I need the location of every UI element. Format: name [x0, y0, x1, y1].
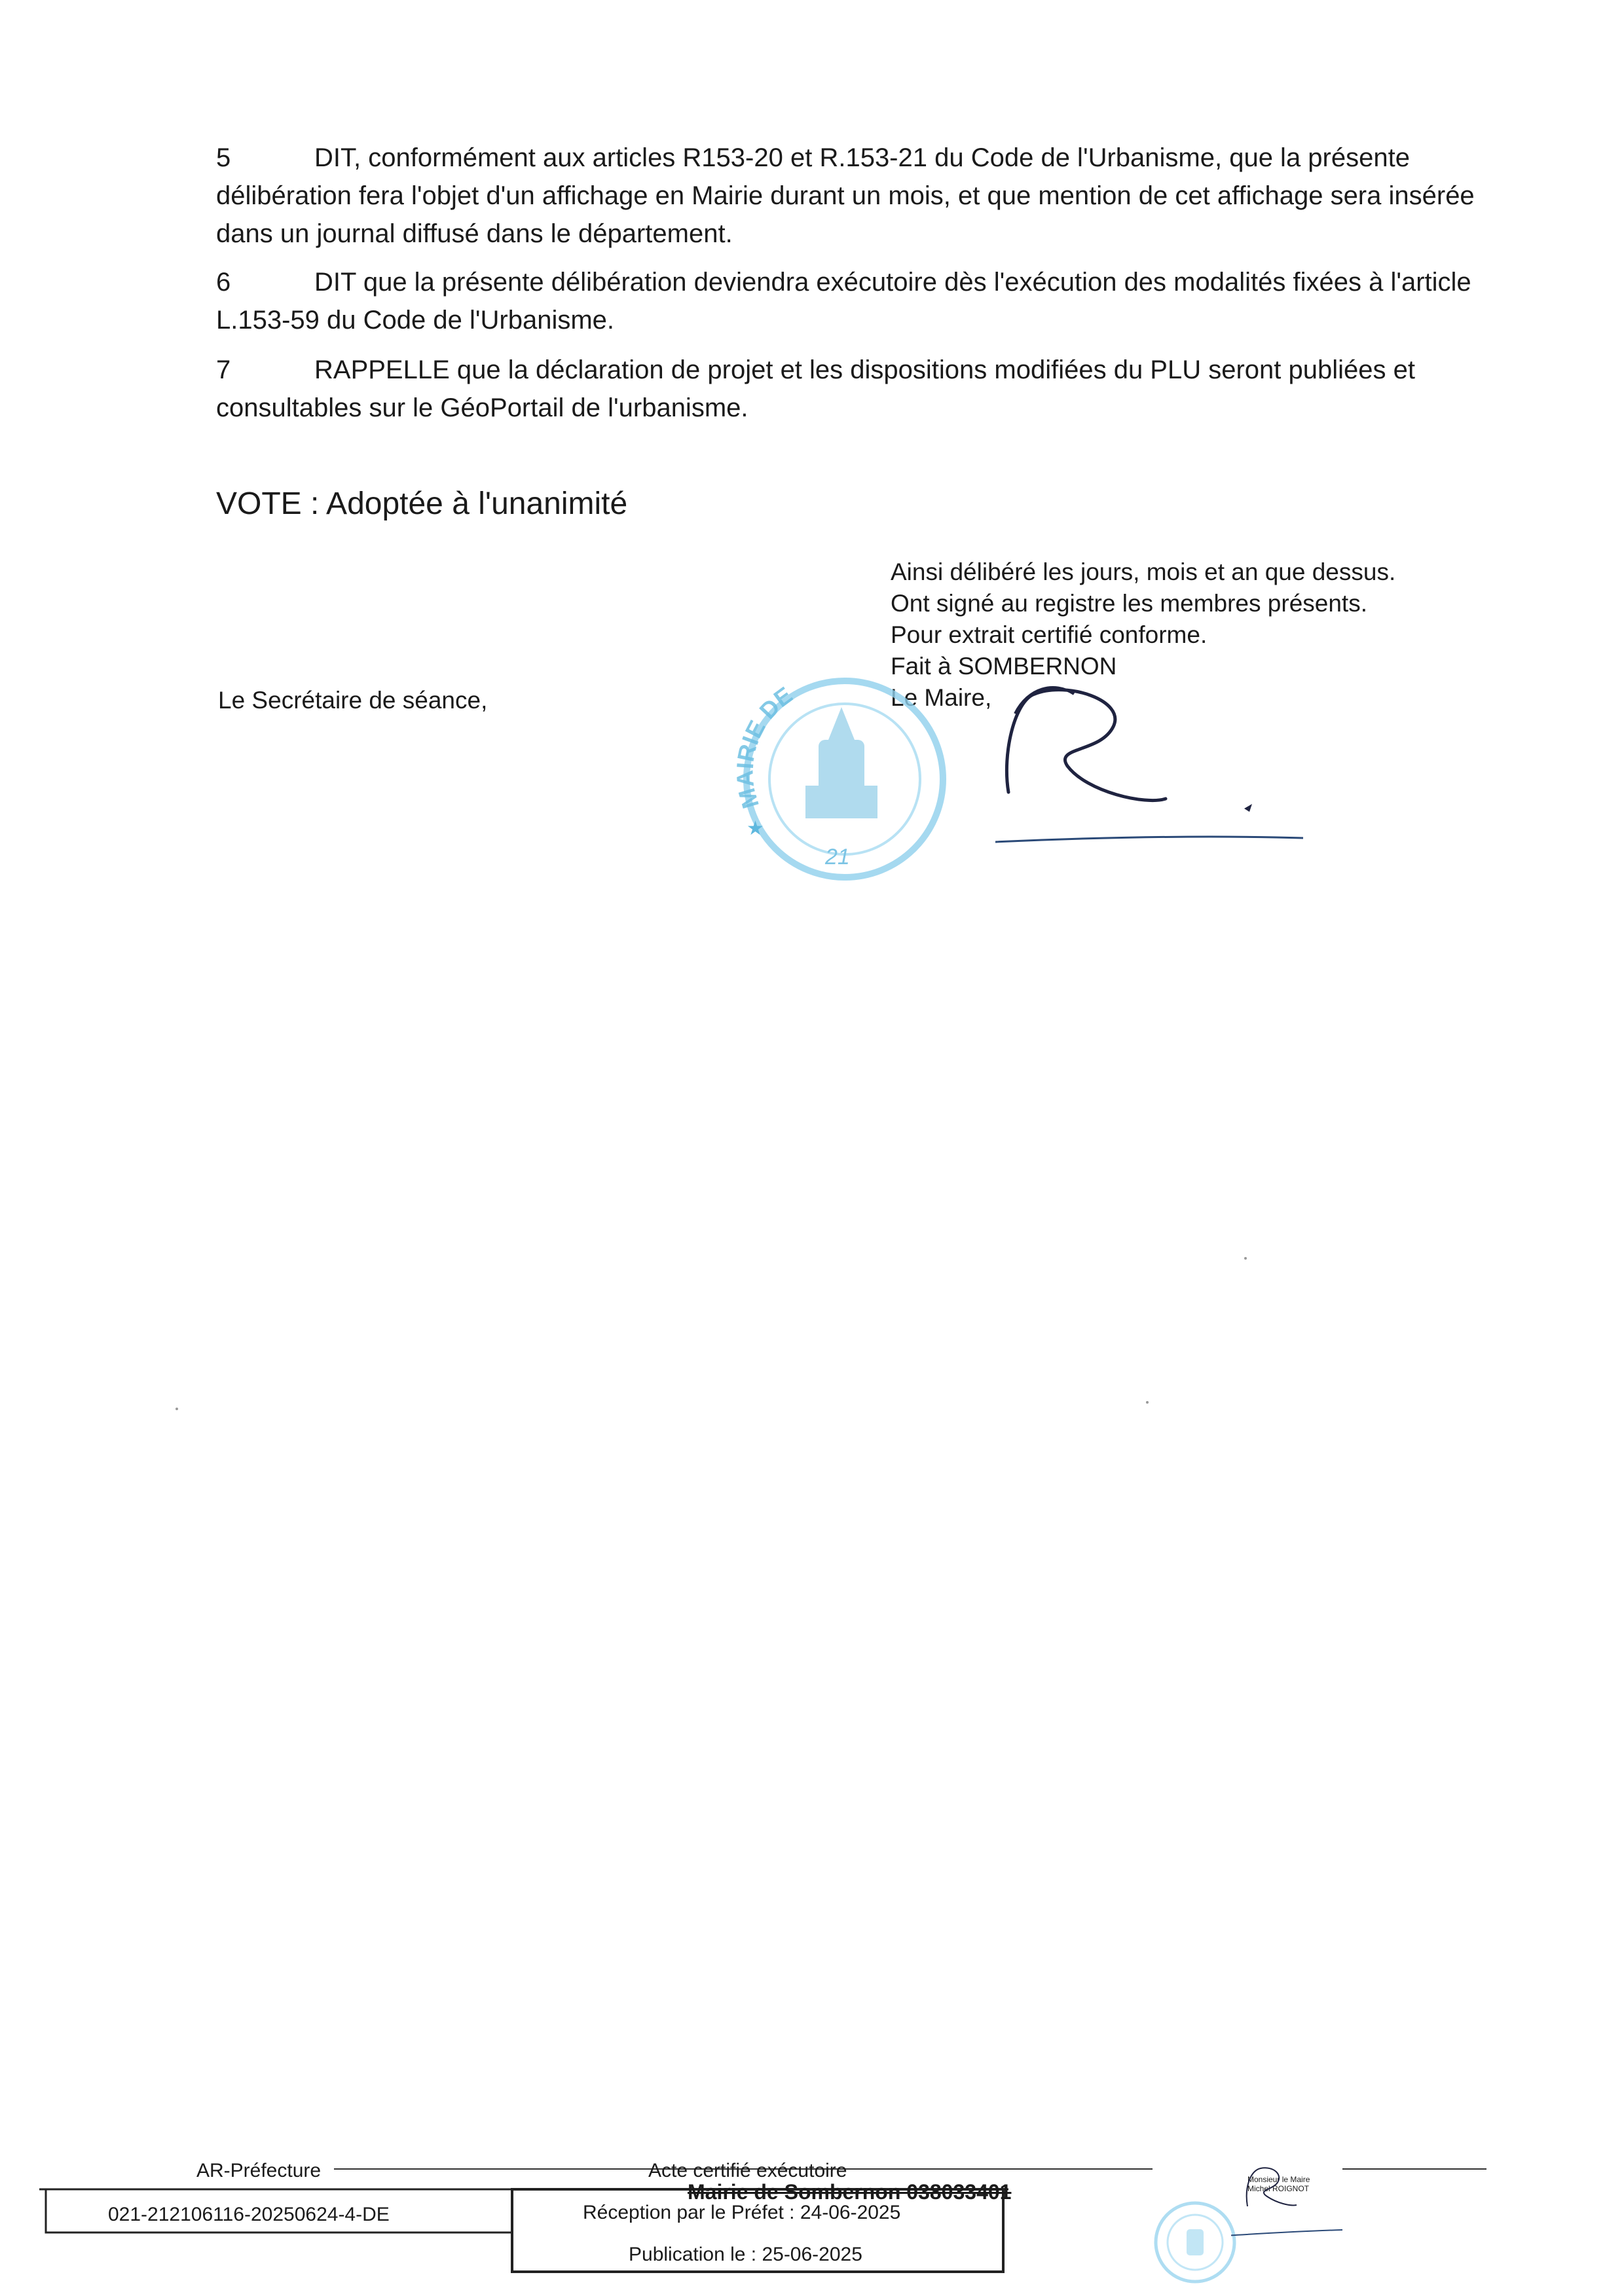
secretary-label: Le Secrétaire de séance,	[218, 687, 488, 714]
scan-speck	[175, 1408, 178, 1410]
mairie-label: Mairie de Sombernon 038033401	[688, 2180, 1012, 2204]
mairie-stamp	[720, 655, 956, 890]
stamp-number: 21	[825, 845, 850, 869]
ar-identifier: 021-212106116-20250624-4-DE	[108, 2204, 390, 2225]
publication-date: Publication le : 25-06-2025	[629, 2244, 862, 2265]
article-7	[216, 351, 1513, 427]
scan-speck	[1244, 1257, 1247, 1260]
article-text: RAPPELLE que la déclaration de projet et les dispositions modifiées du PLU seront publiées et consultables sur le GéoPortail de l'urbanisme.	[216, 355, 1415, 422]
article-6	[216, 263, 1513, 339]
mini-signatory-title: Monsieur le Maire	[1247, 2175, 1310, 2184]
svg-text:MAIRIE DE	[731, 682, 797, 812]
ar-prefecture-label: AR-Préfecture	[196, 2160, 322, 2181]
reception-date: Réception par le Préfet : 24-06-2025	[583, 2202, 901, 2223]
article-number: 5	[216, 143, 231, 172]
signature-line: Ont signé au registre les membres présents.	[891, 590, 1367, 617]
signature-line: Pour extrait certifié conforme.	[891, 621, 1208, 648]
star-icon: ★	[747, 818, 764, 839]
article-number: 6	[216, 268, 231, 297]
scan-speck	[1146, 1401, 1149, 1404]
article-5	[216, 139, 1513, 253]
vote-result: VOTE : Adoptée à l'unanimité	[216, 486, 628, 521]
acte-certifie-label: Acte certifié exécutoire	[648, 2160, 847, 2181]
mini-signatory-name: Michel ROIGNOT	[1247, 2184, 1310, 2193]
signature-line: Fait à SOMBERNON	[891, 653, 1117, 680]
article-text: DIT, conformément aux articles R153-20 et R.153-21 du Code de l'Urbanisme, que la présente délibération fera l'objet d'un affichage en Mairie durant un mois, et que mention de cet affichage sera insérée dans un journal diffusé dans le département.	[216, 143, 1475, 248]
article-text: DIT que la présente délibération deviendra exécutoire dès l'exécution des modalités fixées à l'article L.153-59 du Code de l'Urbanisme.	[216, 268, 1471, 335]
article-number: 7	[216, 355, 231, 384]
mini-signature	[1231, 2160, 1349, 2246]
mini-stamp	[1146, 2193, 1244, 2291]
stamp-text: MAIRIE DE	[731, 681, 798, 812]
mayor-signature	[995, 674, 1323, 871]
signature-line: Le Maire,	[891, 684, 992, 711]
signature-line: Ainsi délibéré les jours, mois et an que dessus.	[891, 558, 1396, 585]
